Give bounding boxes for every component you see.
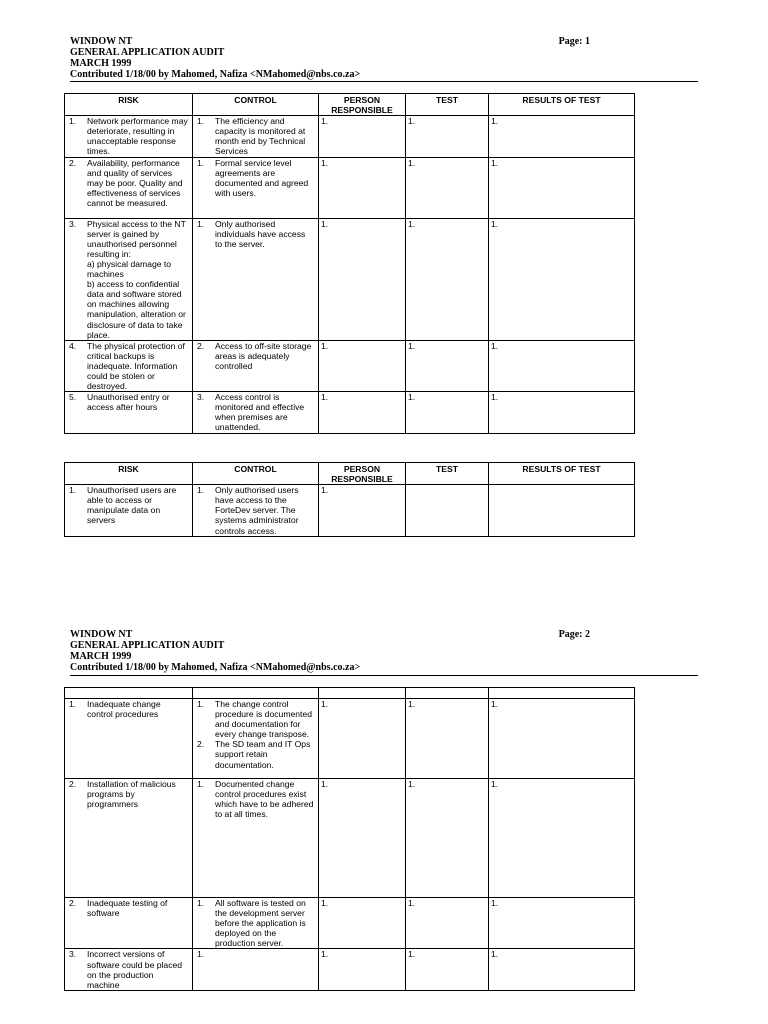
control-number: 1.: [197, 898, 205, 908]
control-text: The SD team and IT Ops support retain documentation.: [215, 739, 311, 770]
risk-text-main: Physical access to the NT server is gained by unauthorised personnel resulting in:: [87, 218, 186, 259]
control-number: 1.: [197, 779, 205, 789]
table-row: [65, 485, 635, 536]
person-cell: 1.: [319, 392, 406, 433]
results-cell: 1.: [489, 699, 635, 779]
control-number: 1.: [197, 949, 205, 960]
risk-cell: [65, 898, 193, 949]
control-cell: [193, 392, 319, 433]
column-header-control: CONTROL: [193, 94, 319, 116]
doc-contributor: Contributed 1/18/00 by Mahomed, Nafiza <NMahomed@nbs.co.za>: [70, 69, 361, 80]
risk-number: 3.: [69, 218, 77, 229]
doc-title: WINDOW NT: [70, 629, 133, 640]
table-row: [65, 218, 635, 340]
empty-header-cell: [65, 688, 193, 699]
table-row: [65, 779, 635, 898]
audit-table-1: [64, 93, 635, 434]
risk-cell: [65, 779, 193, 898]
risk-text: Installation of malicious programs by programmers: [87, 779, 176, 810]
empty-header-cell: [193, 688, 319, 699]
results-cell: 1.: [489, 157, 635, 218]
test-cell: 1.: [406, 116, 489, 157]
control-cell: [193, 157, 319, 218]
test-cell: 1.: [406, 218, 489, 340]
control-cell: [193, 699, 319, 779]
control-text: Access to off-site storage areas is adequately controlled: [215, 340, 312, 371]
table-header-row: [65, 688, 635, 699]
risk-cell: [65, 218, 193, 340]
results-cell: [489, 485, 635, 536]
risk-text: Inadequate change control procedures: [87, 699, 161, 720]
control-text: Documented change control procedures exist which have to be adhered to at all times.: [215, 779, 314, 820]
column-header-risk: RISK: [65, 463, 193, 485]
empty-header-cell: [489, 688, 635, 699]
control-cell: [193, 779, 319, 898]
test-cell: [406, 485, 489, 536]
test-cell: 1.: [406, 779, 489, 898]
doc-date: MARCH 1999: [70, 58, 132, 69]
table-row: [65, 949, 635, 990]
table-row: [65, 340, 635, 391]
page1-header: [70, 36, 698, 80]
results-cell: 1.: [489, 392, 635, 433]
control-number: 1.: [197, 699, 205, 709]
control-number: 1.: [197, 485, 205, 496]
results-cell: 1.: [489, 116, 635, 157]
risk-text-b: b) access to confidential data and software stored on machines allowing manipulation, alteration or disclosure of data to take place.: [87, 279, 186, 340]
audit-table-3: [64, 687, 635, 991]
column-header-risk: RISK: [65, 94, 193, 116]
risk-number: 1.: [69, 116, 77, 127]
risk-number: 2.: [69, 898, 77, 908]
control-cell: [193, 340, 319, 391]
column-header-person: PERSON RESPONSIBLE: [319, 463, 406, 485]
person-cell: 1.: [319, 898, 406, 949]
person-cell: 1.: [319, 218, 406, 340]
risk-text: The physical protection of critical backups is inadequate. Information could be stolen or destroyed.: [87, 340, 185, 392]
results-cell: 1.: [489, 779, 635, 898]
risk-text: Network performance may deteriorate, resulting in unacceptable response times.: [87, 116, 188, 157]
control-cell: [193, 485, 319, 536]
control-number: 3.: [197, 392, 205, 403]
table-row: [65, 116, 635, 157]
control-number: 2.: [197, 340, 205, 351]
risk-number: 4.: [69, 340, 77, 351]
person-cell: 1.: [319, 485, 406, 536]
test-cell: 1.: [406, 157, 489, 218]
column-header-results: RESULTS OF TEST: [489, 94, 635, 116]
doc-subtitle: GENERAL APPLICATION AUDIT: [70, 47, 225, 58]
risk-text: Unauthorised entry or access after hours: [87, 392, 170, 413]
page2-header: [70, 629, 698, 673]
control-number: 1.: [197, 116, 205, 127]
results-cell: 1.: [489, 949, 635, 990]
doc-title: WINDOW NT: [70, 36, 133, 47]
control-text: Formal service level agreements are documented and agreed with users.: [215, 157, 309, 198]
header-rule: [70, 81, 698, 82]
person-cell: 1.: [319, 116, 406, 157]
person-cell: 1.: [319, 779, 406, 898]
risk-number: 2.: [69, 157, 77, 168]
control-cell: [193, 898, 319, 949]
person-cell: 1.: [319, 157, 406, 218]
page-number: Page: 1: [558, 36, 590, 47]
risk-text-a: a) physical damage to machines: [87, 258, 172, 280]
risk-number: 2.: [69, 779, 77, 789]
risk-text: Incorrect versions of software could be placed on the production machine: [87, 949, 183, 990]
control-text: The change control procedure is documented and documentation for every change transpose.: [215, 699, 312, 740]
control-text: Only authorised individuals have access to the server.: [215, 218, 306, 249]
risk-number: 5.: [69, 392, 77, 403]
results-cell: 1.: [489, 340, 635, 391]
risk-cell: [65, 340, 193, 391]
risk-text: Unauthorised users are able to access or manipulate data on servers: [87, 485, 177, 526]
test-cell: 1.: [406, 699, 489, 779]
control-number: 1.: [197, 157, 205, 168]
control-number: 2.: [197, 739, 205, 750]
test-cell: 1.: [406, 898, 489, 949]
test-cell: 1.: [406, 949, 489, 990]
table-row: [65, 392, 635, 433]
risk-cell: [65, 157, 193, 218]
audit-table-2: [64, 462, 635, 537]
doc-date: MARCH 1999: [70, 651, 132, 662]
column-header-person: PERSON RESPONSIBLE: [319, 94, 406, 116]
risk-cell: [65, 116, 193, 157]
risk-text: [87, 219, 188, 340]
person-cell: 1.: [319, 699, 406, 779]
risk-cell: [65, 699, 193, 779]
table-header-row: [65, 463, 635, 485]
table-row: [65, 157, 635, 218]
table-row: [65, 898, 635, 949]
risk-cell: [65, 485, 193, 536]
control-number: 1.: [197, 218, 205, 229]
control-cell: [193, 949, 319, 990]
control-text: All software is tested on the development server before the application is deployed on the production server.: [215, 898, 306, 949]
header-rule: [70, 675, 698, 676]
control-text: Access control is monitored and effective when premises are unattended.: [215, 392, 305, 433]
column-header-control: CONTROL: [193, 463, 319, 485]
column-header-results: RESULTS OF TEST: [489, 463, 635, 485]
empty-header-cell: [406, 688, 489, 699]
empty-header-cell: [319, 688, 406, 699]
risk-number: 1.: [69, 485, 77, 496]
doc-contributor: Contributed 1/18/00 by Mahomed, Nafiza <NMahomed@nbs.co.za>: [70, 662, 361, 673]
risk-text: Availability, performance and quality of services may be poor. Quality and effectiveness of services cannot be measured.: [87, 157, 183, 208]
control-text: The efficiency and capacity is monitored at month end by Technical Services: [215, 116, 306, 157]
test-cell: 1.: [406, 340, 489, 391]
column-header-test: TEST: [406, 94, 489, 116]
risk-text: Inadequate testing of software: [87, 898, 168, 919]
table-header-row: [65, 94, 635, 116]
risk-number: 3.: [69, 949, 77, 960]
person-cell: 1.: [319, 340, 406, 391]
risk-cell: [65, 949, 193, 990]
results-cell: 1.: [489, 218, 635, 340]
risk-cell: [65, 392, 193, 433]
doc-subtitle: GENERAL APPLICATION AUDIT: [70, 640, 225, 651]
test-cell: 1.: [406, 392, 489, 433]
control-cell: [193, 116, 319, 157]
column-header-test: TEST: [406, 463, 489, 485]
page-number: Page: 2: [558, 629, 590, 640]
person-cell: 1.: [319, 949, 406, 990]
control-cell: [193, 218, 319, 340]
table-row: [65, 699, 635, 779]
risk-number: 1.: [69, 699, 77, 709]
control-text: Only authorised users have access to the ForteDev server. The systems administrator controls access.: [215, 485, 299, 536]
results-cell: 1.: [489, 898, 635, 949]
